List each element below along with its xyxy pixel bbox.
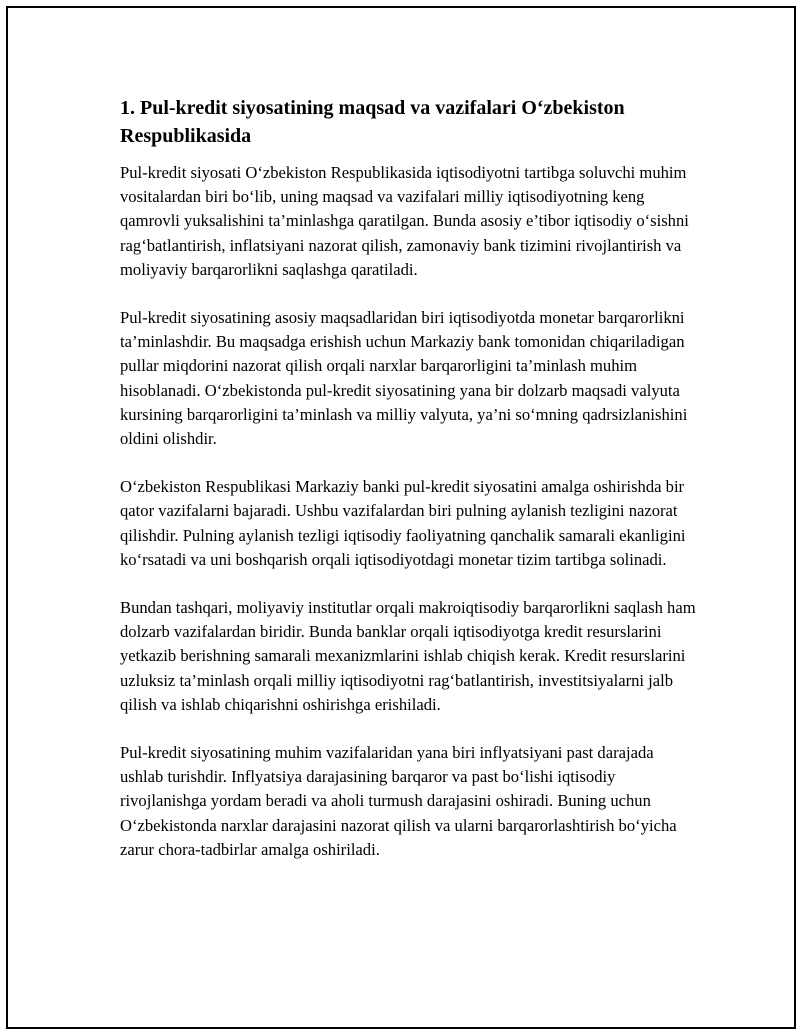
- paragraph-4: Bundan tashqari, moliyaviy institutlar orqali makroiqtisodiy barqarorlikni saqlash ham dolzarb vazifalardan biridir. Bunda banklar orqali iqtisodiyotga kredit resurslarini yetkazib berishning samarali mexanizmlarini ishlab chiqish kerak. Kredit resurslarini uzluksiz ta’minlash orqali milliy iqtisodiyotni rag‘batlantirish, investitsiyalarni jalb qilish va ishlab chiqarishni oshirishga erishiladi.: [120, 598, 696, 714]
- section-title: 1. Pul-kredit siyosatining maqsad va vazifalari O‘zbekiston Respublikasida: [120, 97, 625, 147]
- paragraph-3: O‘zbekiston Respublikasi Markaziy banki pul-kredit siyosatini amalga oshirishda bir qator vazifalarni bajaradi. Ushbu vazifalardan biri pulning aylanish tezligini nazorat qilishdir. Pulning aylanish tezligi iqtisodiy faoliyatning qanchalik samarali ekanligini ko‘rsatadi va uni boshqarish orqali iqtisodiyotdagi monetar tizim tartibga solinadi.: [120, 477, 686, 569]
- paragraph-1: Pul-kredit siyosati O‘zbekiston Respublikasida iqtisodiyotni tartibga soluvchi muhim vositalardan biri bo‘lib, uning maqsad va vazifalari milliy iqtisodiyotning keng qamrovli yuksalishini ta’minlashga qaratilgan. Bunda asosiy e’tibor iqtisodiy o‘sishni rag‘batlantirish, inflatsiyani nazorat qilish, zamonaviy bank tizimini rivojlantirish va moliyaviy barqarorlikni saqlashga qaratiladi.: [120, 163, 689, 279]
- document-page: [6, 6, 796, 1029]
- document-body: [120, 94, 700, 886]
- paragraph-2: Pul-kredit siyosatining asosiy maqsadlaridan biri iqtisodiyotda monetar barqarorlikni ta’minlashdir. Bu maqsadga erishish uchun Markaziy bank tomonidan chiqariladigan pullar miqdorini nazorat qilish orqali narxlar barqarorligini ta’minlash muhim hisoblanadi. O‘zbekistonda pul-kredit siyosatining yana bir dolzarb maqsadi valyuta kursining barqarorligini ta’minlash va milliy valyuta, ya’ni so‘mning qadrsizlanishini oldini olishdir.: [120, 308, 688, 449]
- paragraph-5: Pul-kredit siyosatining muhim vazifalaridan yana biri inflyatsiyani past darajada ushlab turishdir. Inflyatsiya darajasining barqaror va past bo‘lishi iqtisodiy rivojlanishga yordam beradi va aholi turmush darajasini oshiradi. Buning uchun O‘zbekistonda narxlar darajasini nazorat qilish va ularni barqarorlashtirish bo‘yicha zarur chora-tadbirlar amalga oshiriladi.: [120, 743, 677, 859]
